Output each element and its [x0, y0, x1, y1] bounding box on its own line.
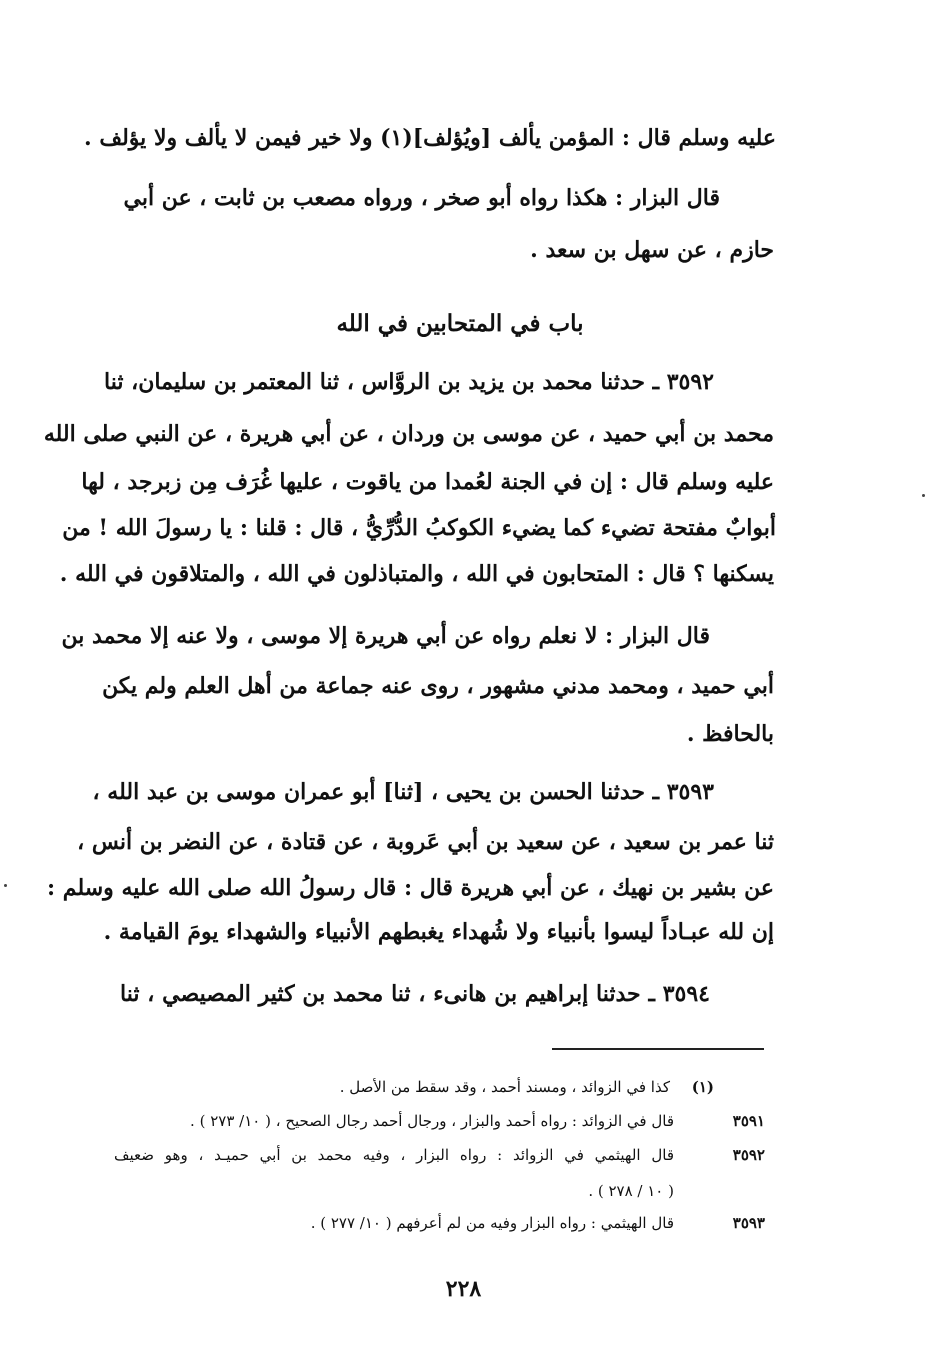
- scan-speck: [4, 884, 7, 887]
- text-line: يسكنها ؟ قال : المتحابون في الله ، والمتباذلون في الله ، والمتلاقون في الله .: [59, 561, 774, 587]
- footnote-separator: [552, 1048, 764, 1050]
- text-line: أبوابٌ مفتحة تضيء كما يضيء الكوكبُ الدُّرِّيُّ ، قال : قلنا : يا رسولَ الله ! من: [62, 515, 776, 541]
- footnote-text: قال الهيثمي في الزوائد : رواه البزار ، وفيه محمد بن أبي حميـد ، وهو ضعيف: [114, 1146, 674, 1164]
- text-line: محمد بن أبي حميد ، عن موسى بن وردان ، عن أبي هريرة ، عن النبي صلى الله: [43, 421, 774, 447]
- text-line: إن لله عبـاداً ليسوا بأنبياء ولا شُهداء يغبطهم الأنبياء والشهداء يومَ القيامة .: [103, 919, 774, 945]
- footnote-text: قال الهيثمي : رواه البزار وفيه من لم أعرفهم ( ١٠/ ٢٧٧ ) .: [310, 1214, 674, 1232]
- text-line: أبي حميد ، ومحمد مدني مشهور ، روى عنه جماعة من أهل العلم ولم يكن: [102, 673, 774, 699]
- footnote-number: ٣٥٩٣: [732, 1214, 765, 1232]
- footnote-number: (١): [691, 1078, 714, 1096]
- section-heading: باب في المتحابين في الله: [336, 310, 584, 337]
- text-line: حازم ، عن سهل بن سعد .: [530, 237, 774, 263]
- page-number: ٢٢٨: [445, 1276, 482, 1302]
- text-line: قال البزار : لا نعلم رواه عن أبي هريرة إلا موسى ، ولا عنه إلا محمد بن: [61, 623, 710, 649]
- text-line: عليه وسلم قال : المؤمن يألف [ويُؤلف](١) ولا خير فيمن لا يألف ولا يؤلف .: [84, 125, 776, 151]
- text-line: ثنا عمر بن سعيد ، عن سعيد بن أبي عَروبة ، عن قتادة ، عن النضر بن أنس ،: [77, 829, 774, 855]
- scan-speck: [922, 494, 925, 497]
- footnote-number: ٣٥٩١: [732, 1112, 765, 1130]
- text-line: عن بشير بن نهيك ، عن أبي هريرة قال : قال رسولُ الله صلى الله عليه وسلم :: [47, 875, 774, 901]
- text-line: ٣٥٩٢ ـ حدثنا محمد بن يزيد بن الروَّاس ، ثنا المعتمر بن سليمان، ثنا: [104, 369, 714, 395]
- footnote-text: كذا في الزوائد ، ومسند أحمد ، وقد سقط من الأصل .: [339, 1078, 670, 1096]
- text-line: بالحافظ .: [686, 721, 774, 747]
- text-line: ٣٥٩٣ ـ حدثنا الحسن بن يحيى ، [ثنا] أبو عمران موسى بن عبد الله ،: [92, 779, 714, 805]
- text-line: عليه وسلم قال : إن في الجنة لعُمدا من ياقوت ، عليها غُرَف مِن زبرجد ، لها: [81, 469, 774, 495]
- text-line: قال البزار : هكذا رواه أبو صخر ، ورواه مصعب بن ثابت ، عن أبي: [123, 185, 720, 211]
- footnote-text: قال في الزوائد : رواه أحمد والبزار ، ورجال أحمد رجال الصحيح ، ( ١٠/ ٢٧٣ ) .: [190, 1112, 674, 1130]
- footnote-text: ( ١٠ / ٢٧٨ ) .: [588, 1182, 674, 1200]
- text-line: ٣٥٩٤ ـ حدثنا إبراهيم بن هانىء ، ثنا محمد بن كثير المصيصي ، ثنا: [120, 981, 710, 1007]
- footnote-number: ٣٥٩٢: [732, 1146, 765, 1164]
